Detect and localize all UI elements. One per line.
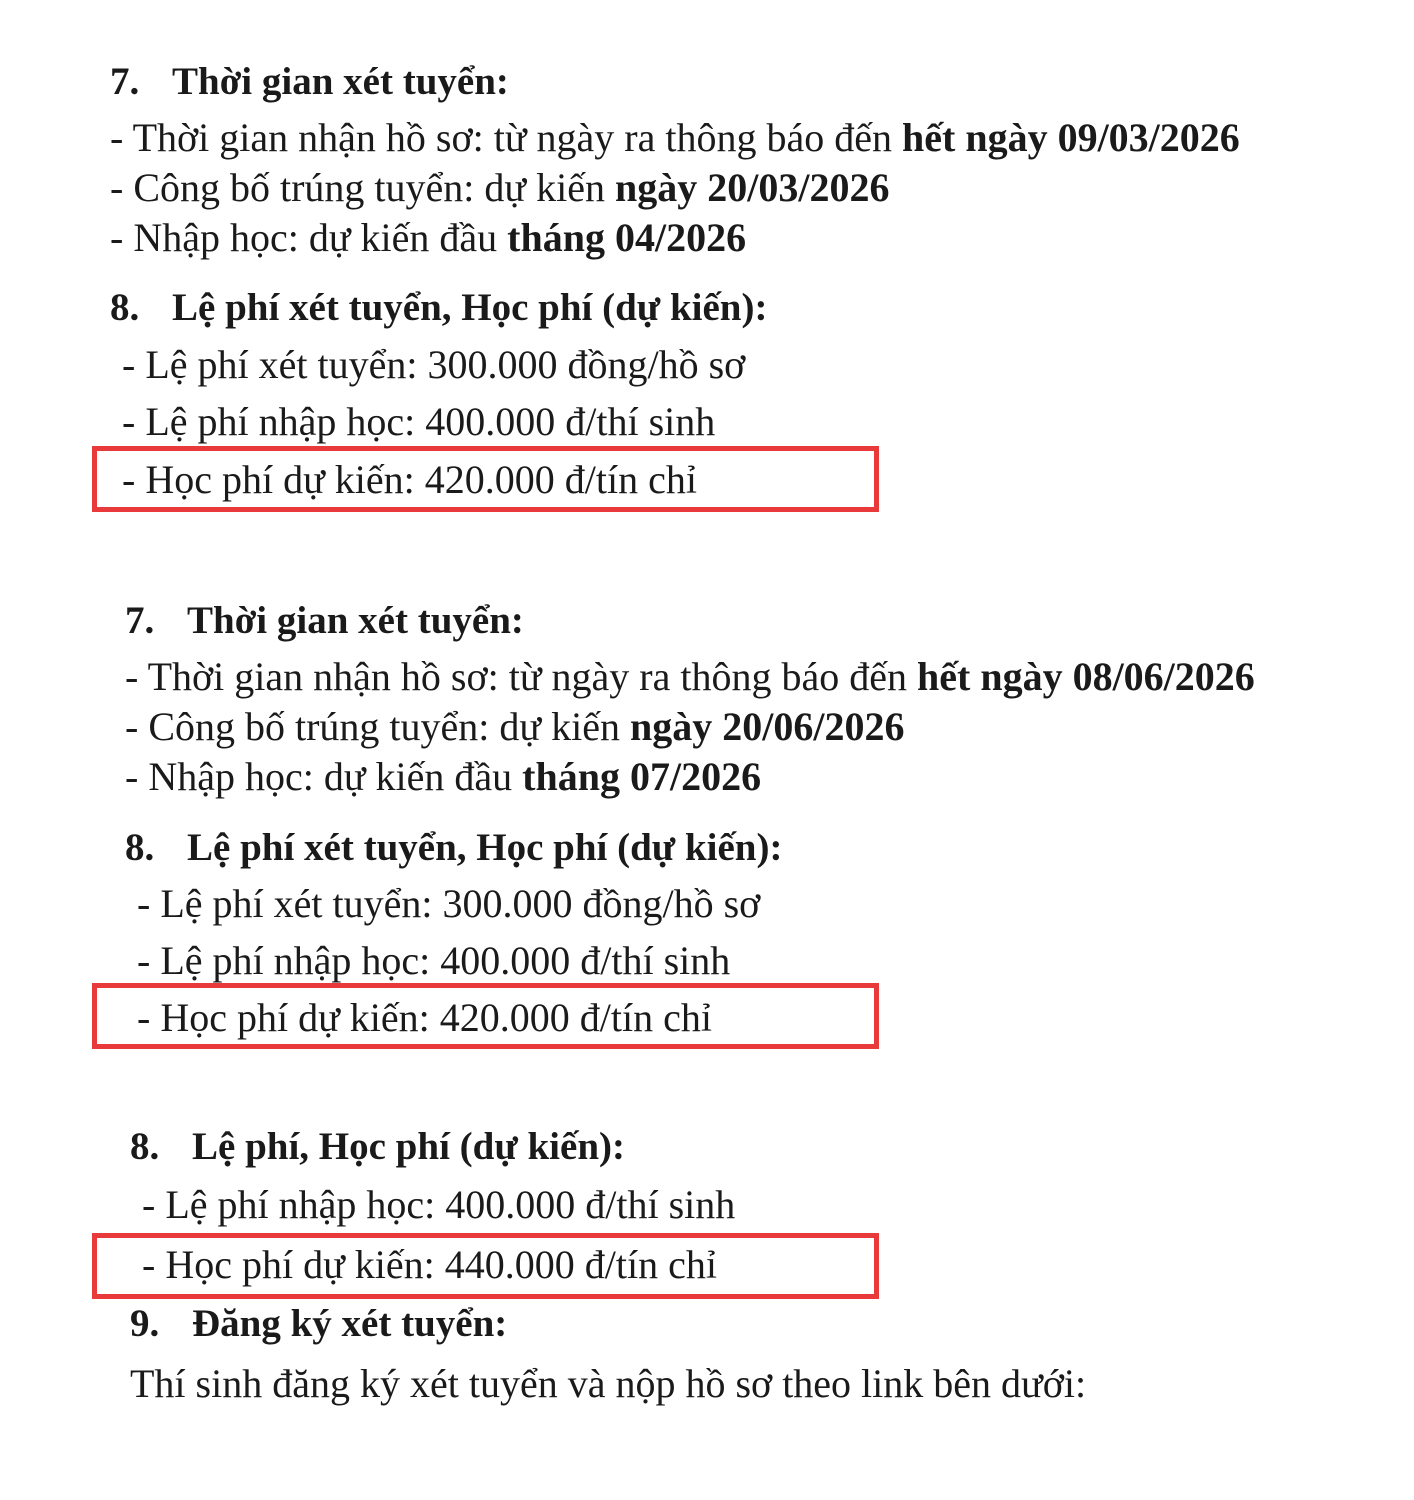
block1-review-fee: - Lệ phí xét tuyển: 300.000 đồng/hồ sơ <box>122 342 746 387</box>
section-number: 8. <box>125 826 155 869</box>
block1-tuition: - Học phí dự kiến: 420.000 đ/tín chỉ <box>122 457 697 502</box>
block3-section8-heading <box>130 1127 625 1166</box>
block3-registration-instructions: Thí sinh đăng ký xét tuyển và nộp hồ sơ theo link bên dưới: <box>130 1361 1087 1406</box>
section-title: Thời gian xét tuyển: <box>172 60 509 103</box>
block1-section8-heading <box>110 288 767 327</box>
block1-enrollment-fee: - Lệ phí nhập học: 400.000 đ/thí sinh <box>122 399 716 444</box>
block3-tuition: - Học phí dự kiến: 440.000 đ/tín chỉ <box>142 1242 717 1287</box>
section-number: 9. <box>130 1302 160 1345</box>
block1-section7-heading <box>110 62 509 101</box>
section-title: Thời gian xét tuyển: <box>187 599 524 642</box>
block2-application-period: - Thời gian nhận hồ sơ: từ ngày ra thông báo đến hết ngày 08/06/2026 <box>125 654 1255 699</box>
section-number: 8. <box>110 286 140 329</box>
block1-application-period: - Thời gian nhận hồ sơ: từ ngày ra thông báo đến hết ngày 09/03/2026 <box>110 115 1240 160</box>
block2-section7-heading <box>125 601 524 640</box>
block3-section9-heading <box>130 1304 507 1343</box>
block1-enrollment-date: - Nhập học: dự kiến đầu tháng 04/2026 <box>110 215 747 260</box>
block2-enrollment-fee: - Lệ phí nhập học: 400.000 đ/thí sinh <box>137 938 731 983</box>
block2-section8-heading <box>125 828 782 867</box>
section-title: Lệ phí xét tuyển, Học phí (dự kiến): <box>187 826 783 869</box>
section-title: Lệ phí, Học phí (dự kiến): <box>192 1125 625 1168</box>
block2-enrollment-date: - Nhập học: dự kiến đầu tháng 07/2026 <box>125 754 762 799</box>
section-number: 7. <box>110 60 140 103</box>
block1-results-date: - Công bố trúng tuyển: dự kiến ngày 20/03/2026 <box>110 165 890 210</box>
block3-enrollment-fee: - Lệ phí nhập học: 400.000 đ/thí sinh <box>142 1182 736 1227</box>
block2-review-fee: - Lệ phí xét tuyển: 300.000 đồng/hồ sơ <box>137 881 761 926</box>
section-title: Đăng ký xét tuyển: <box>192 1302 508 1345</box>
block2-results-date: - Công bố trúng tuyển: dự kiến ngày 20/06/2026 <box>125 704 905 749</box>
section-number: 8. <box>130 1125 160 1168</box>
block2-tuition: - Học phí dự kiến: 420.000 đ/tín chỉ <box>137 995 712 1040</box>
section-title: Lệ phí xét tuyển, Học phí (dự kiến): <box>172 286 768 329</box>
section-number: 7. <box>125 599 155 642</box>
